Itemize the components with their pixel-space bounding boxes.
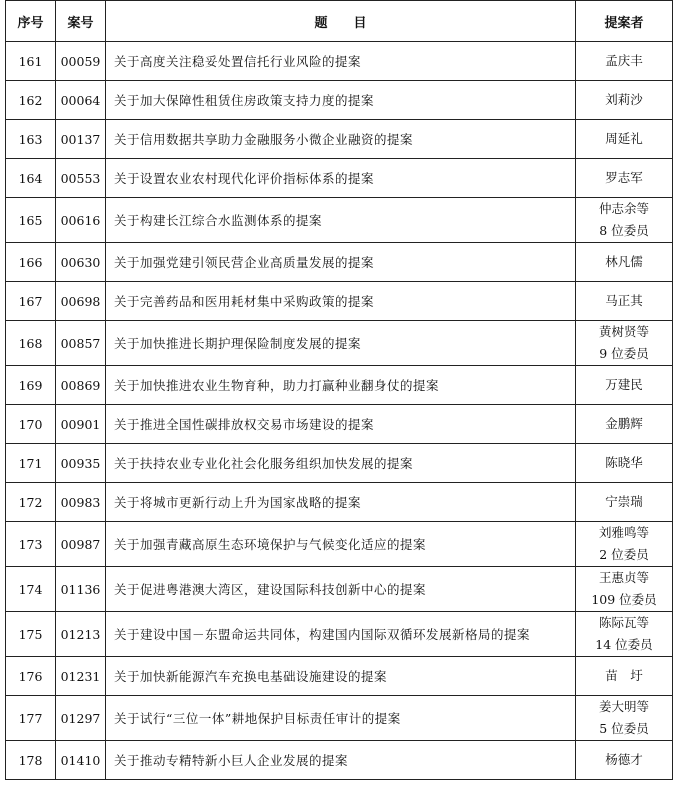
proposer-name: 陈际瓦等	[598, 615, 649, 630]
seq-cell: 178	[6, 741, 56, 780]
proposer-cell	[576, 444, 673, 483]
seq-cell: 167	[6, 282, 56, 321]
header-case: 案号	[56, 1, 106, 42]
proposer-cell	[576, 42, 673, 81]
proposer-cell	[576, 405, 673, 444]
proposer-cell	[576, 612, 673, 657]
case-cell: 01297	[56, 696, 106, 741]
seq-cell: 171	[6, 444, 56, 483]
proposer-count: 9 位委员	[599, 346, 649, 361]
proposer-count: 2 位委员	[599, 547, 649, 562]
proposer-cell	[576, 243, 673, 282]
table-row	[6, 612, 673, 657]
proposer-name: 刘莉沙	[605, 92, 643, 107]
proposer-count: 5 位委员	[599, 721, 649, 736]
proposer-name: 周延礼	[605, 131, 643, 146]
case-cell: 01410	[56, 741, 106, 780]
proposer-name: 林凡儒	[605, 254, 643, 269]
proposer-name: 黄树贤等	[598, 324, 649, 339]
case-cell: 01231	[56, 657, 106, 696]
proposer-name: 刘雅鸣等	[598, 525, 649, 540]
seq-cell: 175	[6, 612, 56, 657]
seq-cell: 168	[6, 321, 56, 366]
proposer-count: 109 位委员	[591, 592, 657, 607]
case-cell: 00935	[56, 444, 106, 483]
table-row	[6, 321, 673, 366]
proposer-name: 陈晓华	[605, 455, 643, 470]
proposer-cell	[576, 483, 673, 522]
proposer-name: 姜大明等	[598, 699, 649, 714]
case-cell: 00987	[56, 522, 106, 567]
proposer-cell	[576, 321, 673, 366]
table-row	[6, 444, 673, 483]
seq-cell: 166	[6, 243, 56, 282]
proposer-count: 8 位委员	[599, 223, 649, 238]
title-cell: 关于加快推进长期护理保险制度发展的提案	[106, 321, 576, 366]
seq-cell: 177	[6, 696, 56, 741]
table-row	[6, 366, 673, 405]
seq-cell: 165	[6, 198, 56, 243]
title-cell: 关于加快推进农业生物育种，助力打赢种业翻身仗的提案	[106, 366, 576, 405]
proposer-name: 马正其	[605, 293, 643, 308]
case-cell: 00059	[56, 42, 106, 81]
case-cell: 00553	[56, 159, 106, 198]
case-cell: 00869	[56, 366, 106, 405]
case-cell: 00064	[56, 81, 106, 120]
seq-cell: 170	[6, 405, 56, 444]
seq-cell: 163	[6, 120, 56, 159]
title-cell: 关于推进全国性碳排放权交易市场建设的提案	[106, 405, 576, 444]
proposer-cell	[576, 522, 673, 567]
case-cell: 00983	[56, 483, 106, 522]
header-seq: 序号	[6, 1, 56, 42]
table-row	[6, 522, 673, 567]
table-row	[6, 567, 673, 612]
title-cell: 关于加快新能源汽车充换电基础设施建设的提案	[106, 657, 576, 696]
seq-cell: 164	[6, 159, 56, 198]
proposer-name: 杨德才	[605, 752, 643, 767]
header-proposer: 提案者	[576, 1, 673, 42]
proposer-name: 万建民	[605, 377, 643, 392]
proposer-name: 宁崇瑞	[605, 494, 643, 509]
title-cell: 关于构建长江综合水监测体系的提案	[106, 198, 576, 243]
seq-cell: 174	[6, 567, 56, 612]
proposer-name: 罗志军	[605, 170, 643, 185]
title-cell: 关于加大保障性租赁住房政策支持力度的提案	[106, 81, 576, 120]
table-row	[6, 696, 673, 741]
proposer-name: 金鹏辉	[605, 416, 643, 431]
case-cell: 00630	[56, 243, 106, 282]
case-cell: 00857	[56, 321, 106, 366]
case-cell: 01136	[56, 567, 106, 612]
proposer-cell	[576, 159, 673, 198]
proposer-name: 苗 圩	[605, 668, 643, 683]
seq-cell: 162	[6, 81, 56, 120]
seq-cell: 176	[6, 657, 56, 696]
title-cell: 关于将城市更新行动上升为国家战略的提案	[106, 483, 576, 522]
title-cell: 关于促进粤港澳大湾区，建设国际科技创新中心的提案	[106, 567, 576, 612]
proposer-count: 14 位委员	[595, 637, 653, 652]
title-cell: 关于加强青藏高原生态环境保护与气候变化适应的提案	[106, 522, 576, 567]
proposer-name: 孟庆丰	[605, 53, 643, 68]
proposer-cell	[576, 120, 673, 159]
proposer-cell	[576, 282, 673, 321]
title-cell: 关于高度关注稳妥处置信托行业风险的提案	[106, 42, 576, 81]
table-row	[6, 657, 673, 696]
table-row	[6, 282, 673, 321]
proposer-cell	[576, 567, 673, 612]
proposer-cell	[576, 366, 673, 405]
title-cell: 关于试行“三位一体”耕地保护目标责任审计的提案	[106, 696, 576, 741]
seq-cell: 172	[6, 483, 56, 522]
title-cell: 关于加强党建引领民营企业高质量发展的提案	[106, 243, 576, 282]
header-title: 题 目	[106, 1, 576, 42]
table-row	[6, 243, 673, 282]
proposer-name: 仲志余等	[598, 201, 649, 216]
title-cell: 关于建设中国－东盟命运共同体，构建国内国际双循环发展新格局的提案	[106, 612, 576, 657]
table-row	[6, 198, 673, 243]
case-cell: 00698	[56, 282, 106, 321]
proposer-cell	[576, 198, 673, 243]
case-cell: 00137	[56, 120, 106, 159]
table-row	[6, 120, 673, 159]
seq-cell: 173	[6, 522, 56, 567]
seq-cell: 161	[6, 42, 56, 81]
title-cell: 关于信用数据共享助力金融服务小微企业融资的提案	[106, 120, 576, 159]
case-cell: 00616	[56, 198, 106, 243]
title-cell: 关于扶持农业专业化社会化服务组织加快发展的提案	[106, 444, 576, 483]
table-row	[6, 405, 673, 444]
title-cell: 关于完善药品和医用耗材集中采购政策的提案	[106, 282, 576, 321]
seq-cell: 169	[6, 366, 56, 405]
proposer-cell	[576, 657, 673, 696]
table-row	[6, 159, 673, 198]
case-cell: 00901	[56, 405, 106, 444]
header-row	[6, 1, 673, 42]
table-row	[6, 741, 673, 780]
title-cell: 关于设置农业农村现代化评价指标体系的提案	[106, 159, 576, 198]
table-row	[6, 483, 673, 522]
proposer-cell	[576, 81, 673, 120]
proposal-table	[5, 0, 673, 780]
table-row	[6, 42, 673, 81]
proposer-cell	[576, 741, 673, 780]
proposer-name: 王惠贞等	[598, 570, 649, 585]
case-cell: 01213	[56, 612, 106, 657]
proposer-cell	[576, 696, 673, 741]
title-cell: 关于推动专精特新小巨人企业发展的提案	[106, 741, 576, 780]
table-row	[6, 81, 673, 120]
